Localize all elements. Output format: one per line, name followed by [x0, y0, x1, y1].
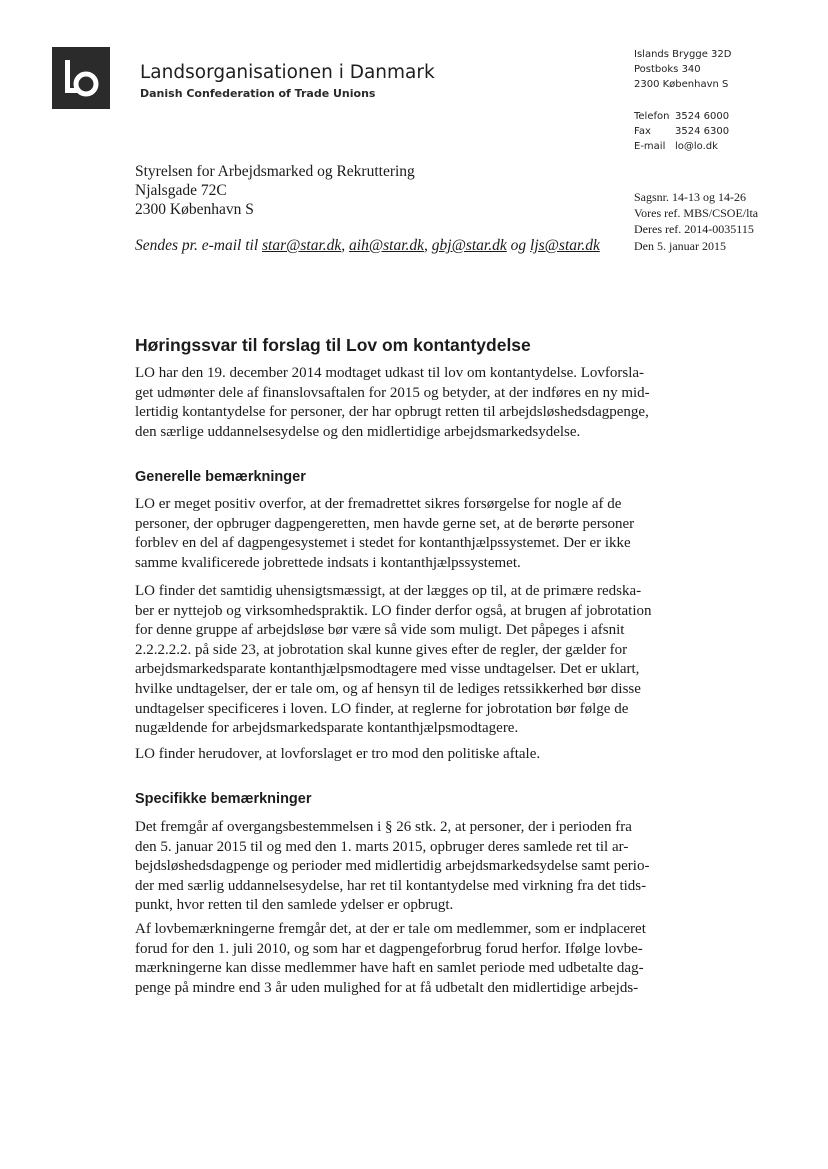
text-line: LO finder herudover, at lovforslaget er tro mod den politiske aftale.	[135, 746, 541, 762]
text-line: den særlige uddannelsesydelse og den midlertidige arbejdsmarkedsydelse.	[135, 423, 581, 440]
our-reference: Vores ref. MBS/CSOE/lta	[634, 206, 759, 220]
org-subtitle: Danish Confederation of Trade Unions	[140, 87, 376, 100]
your-reference: Deres ref. 2014-0035115	[634, 222, 754, 236]
text-line: bejdsløshedsdagpenge og perioder med midlertidig arbejdsmarkedsydelse samt perio-	[135, 858, 650, 875]
send-by-email-line	[135, 237, 600, 255]
recipient-address	[135, 162, 415, 219]
sender-address	[634, 47, 731, 92]
text-line: LO er meget positiv overfor, at der fremadrettet sikres forsørgelse for nogle af de	[135, 496, 622, 512]
send-prefix: Sendes pr. e-mail til	[135, 237, 259, 254]
email-link-aih[interactable]: aih@star.dk	[349, 237, 425, 254]
text-line: LO har den 19. december 2014 modtaget udkast til lov om kontantydelse. Lovforsla-	[135, 365, 645, 381]
org-name: Landsorganisationen i Danmark	[140, 62, 435, 83]
intro-paragraph	[135, 364, 695, 442]
email-link-star[interactable]: star@star.dk	[262, 237, 342, 254]
text-line: den 5. januar 2015 til og med den 1. marts 2015, opbruger deres samlede ret til ar-	[135, 838, 629, 855]
phone-row	[634, 109, 729, 124]
email-link-ljs[interactable]: ljs@star.dk	[530, 237, 600, 254]
case-number: Sagsnr. 14-13 og 14-26	[634, 190, 746, 204]
text-line: forud for den 1. juli 2010, og som har et dagpengeforbrug forud herfor. Ifølge lovbe-	[135, 940, 643, 957]
text-line: mærkningerne kan disse medlemmer have haft en samlet periode med udbetalte dag-	[135, 960, 644, 977]
recipient-line: Njalsgade 72C	[135, 182, 227, 199]
text-line: hvilke undtagelser, der er tale om, og af hensyn til de lediges retssikkerhed bør disse	[135, 680, 641, 697]
text-line: lertidig kontantydelse for personer, der har opbrugt retten til arbejdsløshedsdagpenge,	[135, 404, 649, 421]
text-line: arbejdsmarkedsparate kontanthjælpsmodtagere med visse undtagelser. Det er uklart,	[135, 661, 640, 678]
text-line: forblev en del af dagpengesystemet i stedet for kontanthjælpssystemet. Der er ikke	[135, 535, 631, 552]
email-value[interactable]: lo@lo.dk	[675, 141, 718, 152]
specifikke-paragraph-2	[135, 920, 695, 998]
email-label: E-mail	[634, 141, 666, 152]
fax-value: 3524 6300	[675, 126, 730, 137]
address-line: 2300 København S	[634, 79, 729, 90]
text-line: der med særlig uddannelsesydelse, har ret til kontantydelse med virkning fra det tids-	[135, 877, 647, 894]
recipient-line: Styrelsen for Arbejdsmarked og Rekruttering	[135, 163, 415, 180]
text-line: ber er nyttejob og virksomhedspraktik. LO finder derfor også, at brugen af jobrotation	[135, 602, 652, 619]
separator: ,	[341, 237, 346, 254]
text-line: nugældende for arbejdsmarkedsparate kontanthjælpsmodtagere.	[135, 720, 519, 737]
text-line: 2.2.2.2.2. på side 23, at jobrotation skal kunne gives efter de regler, der gælder for	[135, 641, 628, 658]
specifikke-paragraph-1	[135, 818, 695, 916]
lo-logo	[52, 47, 110, 109]
generelle-paragraph-1	[135, 495, 695, 573]
section-heading-generelle: Generelle bemærkninger	[135, 469, 306, 485]
text-line: for denne gruppe af arbejdsløse bør være så vide som muligt. Det påpeges i afsnit	[135, 622, 625, 639]
lo-logo-icon	[52, 47, 110, 109]
text-line: undtagelser specificeres i loven. LO finder, at reglerne for jobrotation bør følge de	[135, 700, 629, 717]
section-heading-specifikke: Specifikke bemærkninger	[135, 791, 312, 807]
email-link-gbj[interactable]: gbj@star.dk	[431, 237, 507, 254]
recipient-line: 2300 København S	[135, 201, 254, 218]
text-line: penge på mindre end 3 år uden mulighed for at få udbetalt den midlertidige arbejds-	[135, 979, 639, 996]
text-line: samme kvalificerede jobrettede indsats i kontanthjælpssystemet.	[135, 554, 521, 571]
text-line: LO finder det samtidig uhensigtsmæssigt, at der lægges op til, at de primære redska-	[135, 583, 642, 599]
fax-row	[634, 124, 729, 139]
text-line: punkt, hvor retten til den samlede ydelser er opbrugt.	[135, 897, 454, 914]
text-line: personer, der opbruger dagpengeretten, men havde gerne set, at de berørte personer	[135, 515, 635, 532]
letter-date: Den 5. januar 2015	[634, 239, 726, 253]
contact-info	[634, 109, 729, 154]
generelle-paragraph-3	[135, 745, 695, 765]
separator: ,	[424, 237, 428, 254]
page-title: Høringssvar til forslag til Lov om kontantydelse	[135, 335, 531, 355]
email-row	[634, 139, 729, 154]
references	[634, 189, 758, 237]
text-line: Det fremgår af overgangsbestemmelsen i § 26 stk. 2, at personer, der i perioden fra	[135, 819, 632, 835]
phone-value: 3524 6000	[675, 111, 730, 122]
separator: og	[510, 237, 527, 254]
text-line: get udmønter dele af finanslovsaftalen for 2015 og betyder, at der indføres en ny mid-	[135, 384, 650, 401]
generelle-paragraph-2	[135, 582, 695, 739]
phone-label: Telefon	[634, 111, 670, 122]
text-line: Af lovbemærkningerne fremgår det, at der er tale om medlemmer, som er indplaceret	[135, 921, 646, 937]
address-line: Islands Brygge 32D	[634, 49, 732, 60]
fax-label: Fax	[634, 126, 651, 137]
address-line: Postboks 340	[634, 64, 701, 75]
